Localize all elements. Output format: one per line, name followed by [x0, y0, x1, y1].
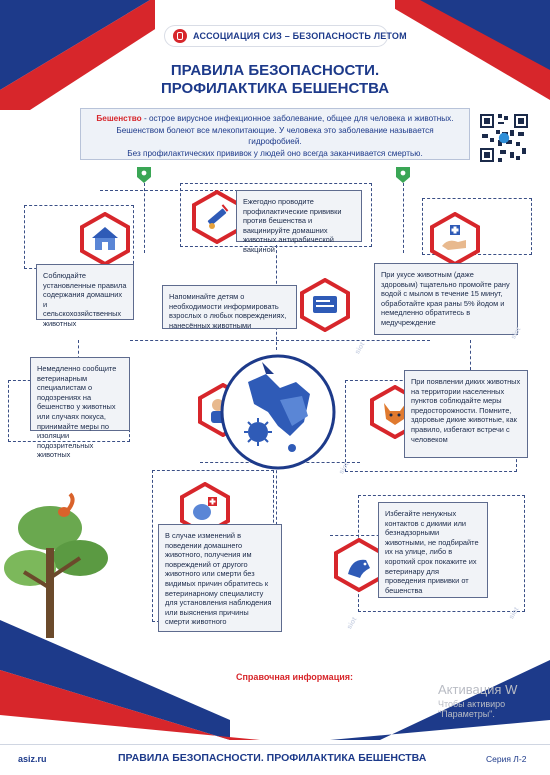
intro-term: Бешенство — [96, 114, 142, 123]
watermark-line-2: Чтобы активиро — [438, 699, 506, 709]
rabies-virus-illustration — [218, 352, 338, 472]
activation-watermark — [438, 682, 550, 719]
card-vaccinate: Ежегодно проводите профилактические прививки против бешенства и вакцинируйте домашних животных антирабической вакциной — [236, 190, 362, 242]
green-marker-right-icon — [396, 167, 410, 183]
connector — [470, 340, 471, 370]
card-keeping: Соблюдайте установленные правила содержания домашних и сельскохозяйственных животных — [36, 264, 134, 320]
background-logo-text: siot — [508, 606, 521, 621]
background-logo-text: siot — [354, 341, 367, 356]
qr-code[interactable] — [478, 112, 530, 164]
card-wild: При появлении диких животных на территории населенных пунктов соблюдайте меры предосторожности. Помните, здоровые дикие животные, как правило, избегают встречи с человеком — [404, 370, 528, 458]
intro-text-3: Без профилактических прививок у людей оно всегда заканчивается смертью. — [127, 148, 423, 158]
association-logo-icon — [173, 29, 187, 43]
card-report: Немедленно сообщите ветеринарным специалистам о подозрениях на бешенство у животных или случаях покуса, принимайте меры по изоляции подозрительных животных — [30, 357, 130, 431]
association-name: АССОЦИАЦИЯ СИЗ – БЕЗОПАСНОСТЬ ЛЕТОМ — [193, 31, 407, 41]
background-logo-text: siot — [510, 326, 523, 341]
card-children: Напоминайте детям о необходимости информировать взрослых о любых повреждениях, нанесённых животными — [162, 285, 297, 329]
title-line-1: ПРАВИЛА БЕЗОПАСНОСТИ. — [170, 62, 380, 79]
card-bite: При укусе животным (даже здоровым) тщательно промойте рану водой с мылом в течение 15 минут, обработайте края раны 5% йодом и немедленно обратитесь в медучреждение — [374, 263, 518, 335]
footer-divider — [0, 744, 550, 745]
intro-box — [80, 108, 470, 160]
watermark-line-1: Активация W — [438, 682, 518, 697]
background-logo-text: siot — [346, 616, 359, 631]
house-pets-icon — [78, 212, 132, 266]
association-badge — [165, 26, 407, 46]
footer-title: ПРАВИЛА БЕЗОПАСНОСТИ. ПРОФИЛАКТИКА БЕШЕНСТВА — [118, 752, 427, 764]
green-marker-left-icon — [137, 167, 151, 183]
message-card-icon — [298, 278, 352, 332]
watermark-line-3: "Параметры". — [438, 709, 495, 719]
intro-text-2: Бешенством болеют все млекопитающие. У человека это заболевание называется гидрофобией. — [116, 125, 434, 146]
footer-site-link[interactable]: asiz.ru — [18, 754, 47, 764]
connector — [403, 183, 404, 253]
background-logo-text: siot — [338, 461, 351, 476]
intro-text-1: - острое вирусное инфекционное заболевание, общее для человека и животных. — [141, 114, 454, 123]
connector — [130, 340, 430, 341]
title-line-2: ПРОФИЛАКТИКА БЕШЕНСТВА — [160, 80, 390, 97]
page-title — [120, 62, 430, 98]
reference-info-label: Справочная информация: — [236, 672, 354, 682]
footer-series: Серия Л-2 — [486, 754, 527, 764]
connector — [144, 183, 145, 253]
card-behavior: В случае изменений в поведении домашнего животного, получения им повреждений от другого животного или смерти без видимых причин обратитесь к ветеринарному специалисту для установления наблюдения или выяснения причины смерти животного — [158, 524, 282, 632]
card-avoid: Избегайте ненужных контактов с дикими или безнадзорными животными, не подбирайте их на улице, либо в короткий срок покажите их ветеринару для проведения прививки от бешенства — [378, 502, 488, 598]
first-aid-hand-icon — [428, 212, 482, 266]
